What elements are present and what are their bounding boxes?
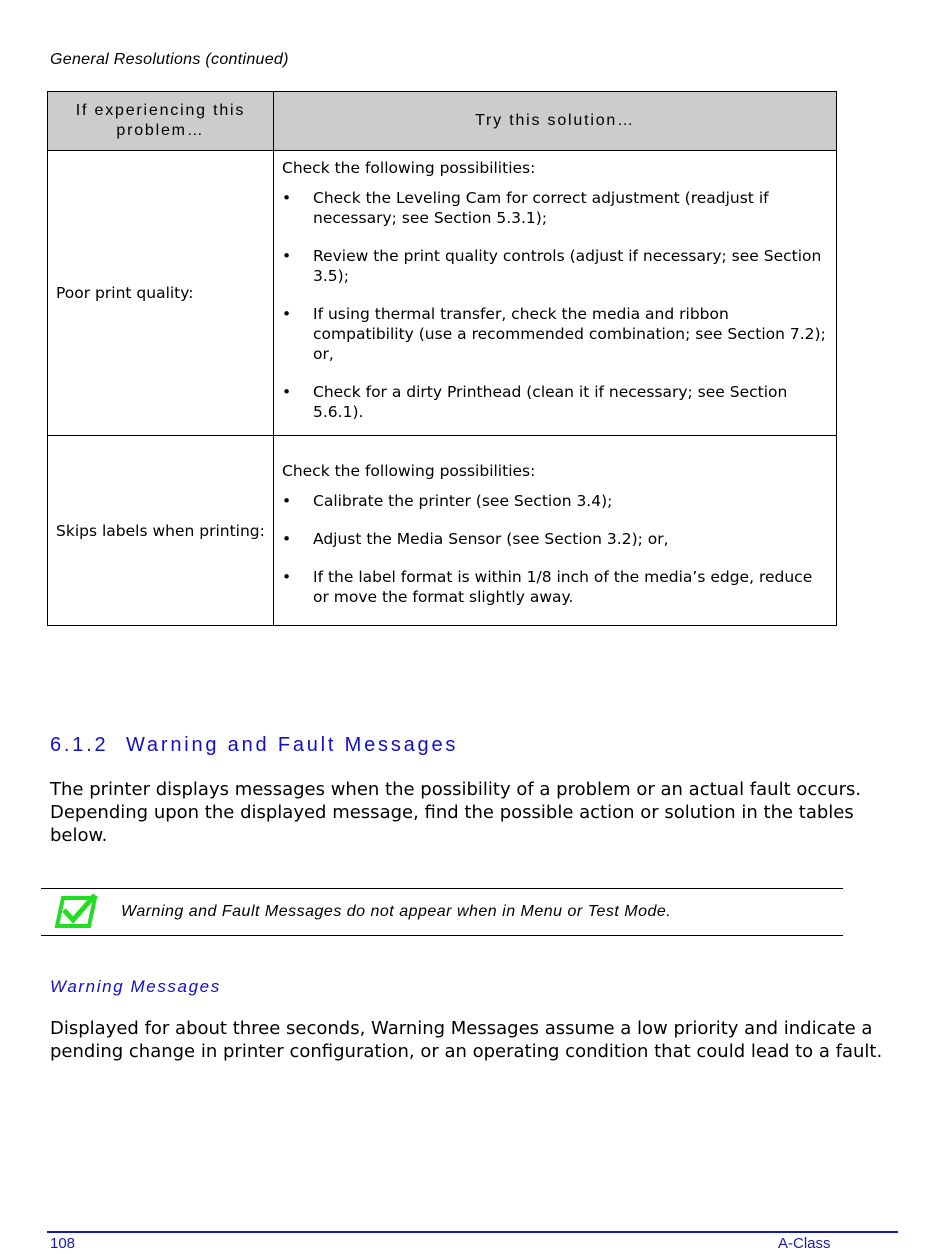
list-item-text: Review the print quality controls (adjust if necessary; see Section 3.5); (313, 247, 822, 285)
list-item-text: If using thermal transfer, check the media and ribbon compatibility (use a recommended combination; see Section 7.2); or, (313, 305, 826, 363)
section-heading (50, 734, 458, 757)
bullet: • (282, 529, 292, 548)
list-item-text: If the label format is within 1/8 inch of the media’s edge, reduce or move the format slightly away. (313, 567, 813, 606)
subsection-paragraph: Displayed for about three seconds, Warning Messages assume a low priority and indicate a pending change in printer configuration, or an operating condition that could lead to a fault. (50, 1018, 883, 1062)
list-item (282, 382, 826, 422)
list-item (282, 567, 826, 607)
list-item (282, 529, 826, 549)
bullet: • (282, 305, 292, 323)
solution-cell (274, 151, 837, 436)
bullet: • (282, 383, 292, 401)
solution-cell (274, 436, 837, 626)
bullet: • (282, 567, 292, 586)
bullet: • (282, 189, 292, 207)
running-head: General Resolutions (continued) (50, 51, 289, 68)
list-item (282, 246, 826, 286)
section-title: Warning and Fault Messages (126, 734, 459, 756)
problem-cell: Skips labels when printing: (48, 436, 274, 626)
list-item-text: Adjust the Media Sensor (see Section 3.2); or, (313, 529, 669, 548)
bullet: • (282, 491, 292, 510)
footer-rule (47, 1231, 898, 1233)
page-number: 108 (50, 1235, 76, 1252)
column-header-problem: If experiencing this problem… (48, 92, 274, 151)
table-header-row (48, 92, 837, 151)
list-item-text: Check for a dirty Printhead (clean it if necessary; see Section 5.6.1). (313, 383, 788, 421)
subsection-heading: Warning Messages (50, 977, 221, 996)
problem-cell: Poor print quality: (48, 151, 274, 436)
section-number: 6.1.2 (50, 734, 109, 756)
list-item-text: Calibrate the printer (see Section 3.4); (313, 491, 613, 510)
note-text: Warning and Fault Messages do not appear when in Menu or Test Mode. (121, 903, 672, 920)
bullet: • (282, 247, 292, 265)
list-item (282, 491, 826, 511)
solution-intro: Check the following possibilities: (282, 159, 536, 177)
table-row (48, 151, 837, 436)
column-header-solution: Try this solution… (274, 92, 837, 151)
solution-list (282, 188, 826, 422)
list-item (282, 304, 826, 364)
green-checkbox-icon (53, 893, 99, 935)
list-item (282, 188, 826, 228)
solution-intro: Check the following possibilities: (282, 461, 536, 480)
resolutions-table (47, 91, 837, 626)
section-paragraph: The printer displays messages when the possibility of a problem or an actual fault occurs. Depending upon the displayed message, find the possible action or solution in the tables below. (50, 779, 862, 846)
solution-list (282, 491, 826, 607)
list-item-text: Check the Leveling Cam for correct adjustment (readjust if necessary; see Section 5.3.1); (313, 189, 769, 227)
table-row (48, 436, 837, 626)
note-box (41, 888, 843, 936)
product-name: A-Class (778, 1235, 831, 1252)
